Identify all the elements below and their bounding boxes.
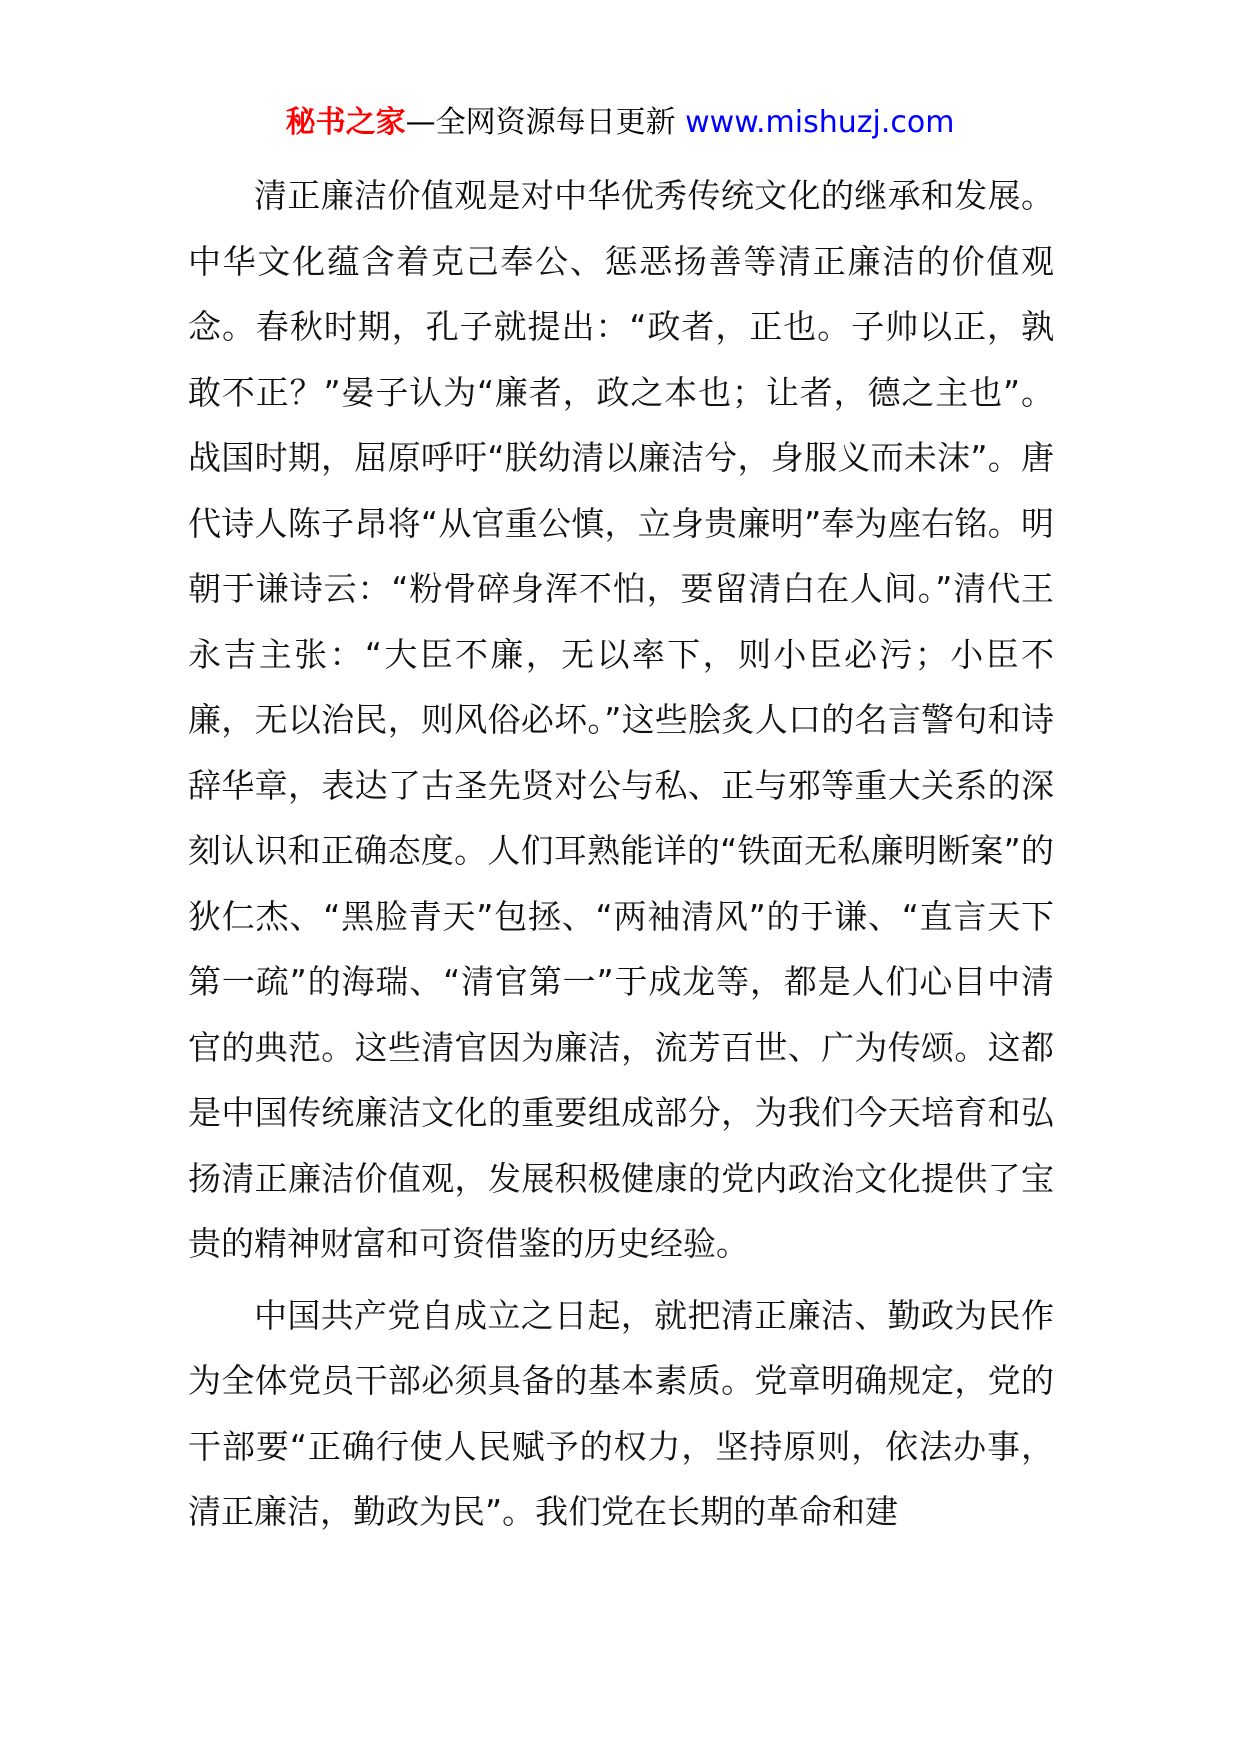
paragraph-2: 中国共产党自成立之日起，就把清正廉洁、勤政为民作为全体党员干部必须具备的基本素质。党章明确规定，党的干部要“正确行使人民赋予的权力，坚持原则，依法办事，清正廉洁，勤政为民”。我们党在长期的革命和建 — [188, 1295, 1054, 1531]
header-tagline: —全网资源每日更新 — [405, 105, 686, 140]
document-body — [188, 163, 1054, 1551]
paragraph-1: 清正廉洁价值观是对中华优秀传统文化的继承和发展。中华文化蕴含着克己奉公、惩恶扬善等清正廉洁的价值观念。春秋时期，孔子就提出：“政者，正也。子帅以正，孰敢不正？”晏子认为“廉者，政之本也；让者，德之主也”。战国时期，屈原呼吁“朕幼清以廉洁兮，身服义而未沫”。唐代诗人陈子昂将“从官重公慎，立身贵廉明”奉为座右铭。明朝于谦诗云：“粉骨碎身浑不怕，要留清白在人间。”清代王永吉主张：“大臣不廉，无以率下，则小臣必污；小臣不廉，无以治民，则风俗必坏。”这些脍炙人口的名言警句和诗辞华章，表达了古圣先贤对公与私、正与邪等重大关系的深刻认识和正确态度。人们耳熟能详的“铁面无私廉明断案”的狄仁杰、“黑脸青天”包拯、“两袖清风”的于谦、“直言天下第一疏”的海瑞、“清官第一”于成龙等，都是人们心目中清官的典范。这些清官因为廉洁，流芳百世、广为传颂。这都是中国传统廉洁文化的重要组成部分，为我们今天培育和弘扬清正廉洁价值观，发展积极健康的党内政治文化提供了宝贵的精神财富和可资借鉴的历史经验。 — [188, 176, 1054, 1263]
site-url-link[interactable]: www.mishuzj.com — [685, 105, 955, 140]
page-header — [0, 103, 1240, 143]
brand-name: 秘书之家 — [285, 105, 406, 140]
